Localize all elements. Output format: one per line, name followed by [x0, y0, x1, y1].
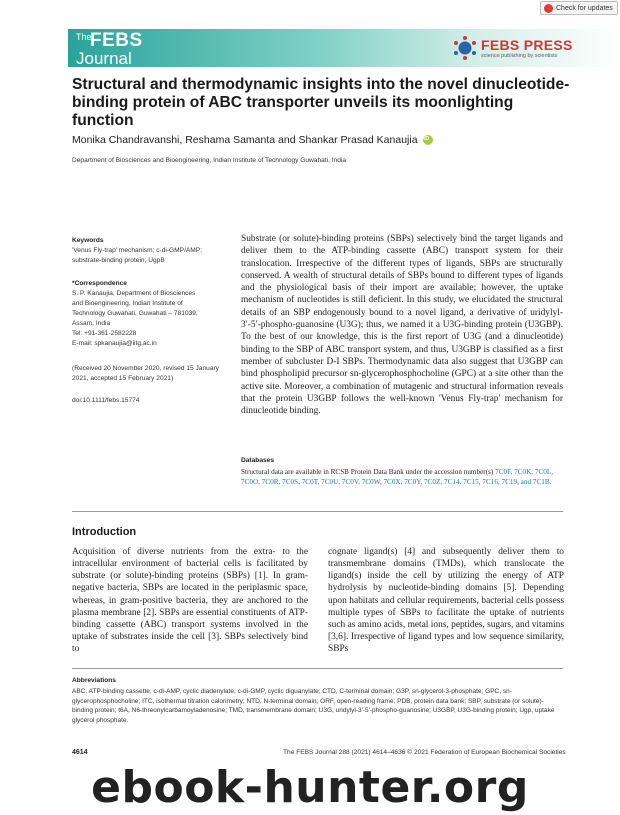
keywords-block: [72, 236, 232, 266]
watermark: ebook-hunter.org: [91, 762, 529, 813]
abbreviations-divider: [72, 668, 563, 669]
abbreviations-text: ABC, ATP-binding cassette; c-di-AMP, cyclic diadenylate; c-di-GMP, cyclic diguanylate; CTD, C-terminal domain; G3P, sn-glycerol-3-phosphate; GPC, sn-glycerophosphocholine; ITC, isothermal titration calorimetry; NTD, N-terminal domain; ORF, open-reading frame; PDB, protein data bank; SBP, substrate (or solute)-binding protein; t6A, N6-threonylcarbamoyladenosine; TMD, transmembrane domain; U3G, uridylyl-3′-5′-phospho-guanosine; U3GBP, U3G-binding protein; Ugp, uptake glycerol phosphate.: [72, 688, 555, 724]
febs-press-tagline: science publishing by scientists: [481, 53, 558, 59]
febs-press-name: FEBS PRESS: [481, 37, 573, 53]
received-dates: (Received 20 November 2020, revised 15 January 2021, accepted 15 February 2021): [72, 365, 219, 382]
databases-block: [241, 468, 563, 488]
journal-logo-the: The: [76, 32, 92, 42]
article-title: Structural and thermodynamic insights into the novel dinucleotide-binding protein of ABC transporter unveils its moonlighting function: [72, 76, 570, 129]
author-line: [72, 134, 433, 146]
correspondence-line: and Bioengineering, Indian Institute of: [72, 300, 183, 307]
databases-heading: Databases: [241, 457, 274, 464]
keywords-heading: Keywords: [72, 237, 104, 244]
abstract-text: Substrate (or solute)-binding proteins (SBPs) selectively bind the target ligands and deliver them to the ATP-binding cassette (ABC) transport system for their translocation. Irrespective of the different types of ligands, SBPs are structurally conserved. A wealth of structural details of SBPs bound to different types of ligands and the physiological basis of their import are available; however, the uptake mechanism of nucleotides is still deficient. In this study, we elucidated the structural details of an SBP endogenously bound to a novel ligand, a derivative of uridylyl-3′-5′-phospho-guanosine (U3G); thus, we named it a U3G-binding protein (U3GBP). To the best of our knowledge, this is the first report of U3G (and a dinucleotide) binding to the SBP of ABC transport system, and thus, U3GBP is classified as a first member of subcluster D-I SBPs. Thermodynamic data also suggest that U3GBP can bind phospholipid precursor sn-glycerophosphocholine (GPC) at a site other than the active site. Moreover, a combination of mutagenic and structural information reveals that the protein U3GBP follows the well-known 'Venus Fly-trap' mechanism for dinucleotide binding.: [241, 234, 563, 417]
keywords-text: 'Venus Fly-trap' mechanism; c-di-GMP/AMP; substrate-binding protein; UgpB: [72, 247, 203, 264]
check-for-updates-button[interactable]: [540, 1, 618, 15]
journal-logo-journal: Journal: [76, 49, 132, 68]
correspondence-line: S. P. Kanaujia, Department of Biosciences: [72, 290, 196, 297]
introduction-heading: Introduction: [72, 526, 137, 538]
febs-press-dots-icon: [452, 35, 478, 61]
refresh-icon: [544, 4, 553, 13]
doi-link[interactable]: doi:10.1111/febs.15774: [72, 397, 140, 404]
correspondence-line: Tel: +91-361-2582228: [72, 330, 137, 337]
febs-press-logo: [452, 35, 612, 63]
affiliation: Department of Biosciences and Bioengineering, Indian Institute of Technology Guwahati, India: [72, 157, 347, 164]
page-number: 4614: [72, 749, 88, 756]
correspondence-line: Assam, India: [72, 320, 111, 327]
correspondence-heading: *Correspondence: [72, 280, 127, 287]
correspondence-line: Technology Guwahati, Guwahati – 781039,: [72, 310, 198, 317]
databases-text: Structural data are available in RCSB Protein Data Bank under the accession number(s): [241, 468, 494, 476]
correspondence-email[interactable]: E-mail: spkanaujia@iitg.ac.in: [72, 340, 157, 347]
introduction-column-left: Acquisition of diverse nutrients from the extra- to the intracellular environment of bacterial cells is facilitated by substrate (or solute)-binding proteins (SBPs) [1]. In gram-negative bacteria, SBPs are located in the periplasmic space, whereas, in gram-positive bacteria, they are anchored to the plasma membrane [2]. SBPs are essential constituents of ATP-binding cassette (ABC) transport systems involved in the uptake of substrates inside the cell [3]. SBPs selectively bind to: [72, 547, 308, 655]
journal-logo-febs: FEBS: [90, 30, 143, 51]
correspondence-block: [72, 279, 232, 349]
accession-numbers-links[interactable]: 7C0F, 7C0K, 7C0L, 7C0O, 7C0R, 7C0S, 7C0T, 7C0U, 7C0V, 7C0W, 7C0X, 7C0Y, 7C0Z, 7C14, 7C15, 7C16, 7C19, and 7C1B.: [241, 468, 554, 486]
introduction-column-right: cognate ligand(s) [4] and subsequently deliver them to transmembrane domains (TMDs), which translocate the ligand(s) inside the cell by utilizing the energy of ATP hydrolysis by nucleotide-binding domains [5]. Depending upon habitats and cellular requirements, bacterial cells possess multiple types of SBPs to facilitate the uptake of nutrients such as amino acids, metal ions, peptides, sugars, and vitamins [3,6]. Irrespective of ligand types and low sequence similarity, SBPs: [328, 547, 564, 655]
authors: Monika Chandravanshi, Reshama Samanta and Shankar Prasad Kanaujia: [72, 134, 418, 146]
footer-citation: The FEBS Journal 288 (2021) 4614–4636 © 2021 Federation of European Biochemical Societies: [283, 749, 566, 756]
abbreviations-heading: Abbreviations: [72, 677, 116, 684]
check-for-updates-label: Check for updates: [556, 4, 613, 12]
section-divider: [72, 511, 563, 512]
orcid-icon[interactable]: [423, 135, 433, 145]
